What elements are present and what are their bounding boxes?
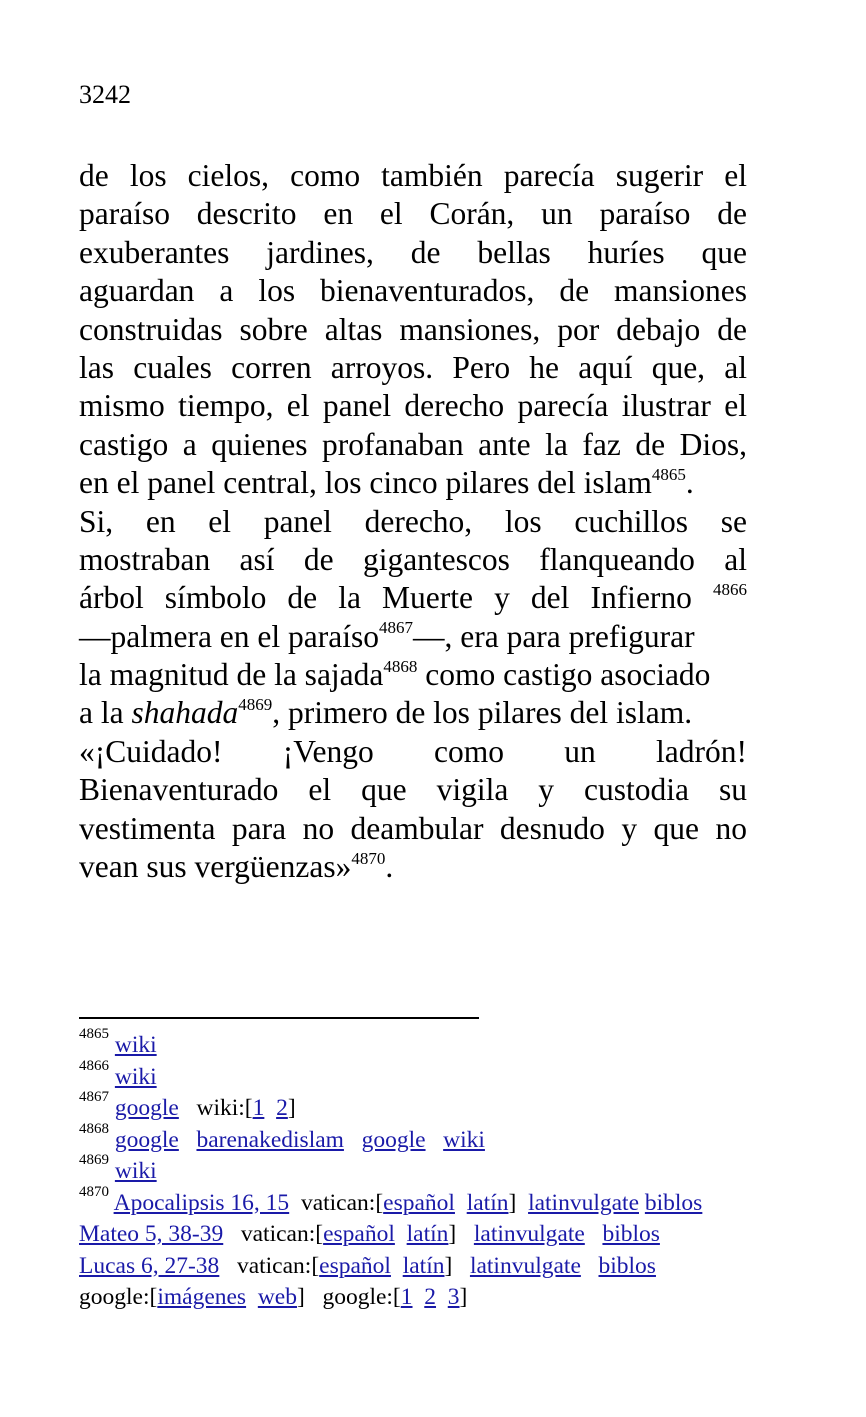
biblos-link[interactable]: biblos (644, 1189, 703, 1216)
text-line: castigo a quienes profanaban ante la faz de Dios, (79, 426, 747, 462)
apocalipsis-link[interactable]: Apocalipsis 16, 15 (113, 1189, 290, 1216)
text-line: vestimenta para no deambular desnudo y que no (79, 810, 747, 846)
wiki-link[interactable]: wiki (114, 1158, 157, 1184)
text-line (79, 694, 747, 732)
latin-link[interactable]: latín (466, 1189, 509, 1216)
footnote-4870-google (79, 1282, 759, 1314)
latin-link[interactable]: latín (406, 1221, 449, 1247)
biblos-link[interactable]: biblos (602, 1221, 660, 1247)
bracket-close: ] (287, 1095, 296, 1121)
wiki-link-1[interactable]: 1 (252, 1095, 265, 1121)
text-line: exuberantes jardines, de bellas huríes que (79, 234, 747, 270)
footnote-ref-4867: 4867 (379, 618, 413, 638)
footnote-number: 4869 (79, 1152, 109, 1169)
footnotes (79, 1026, 759, 1314)
latinvulgate-link[interactable]: latinvulgate (469, 1252, 581, 1279)
footnote-4868 (79, 1120, 759, 1157)
footnote-ref-4865: 4865 (651, 464, 686, 484)
web-link[interactable]: web (257, 1284, 297, 1310)
text-line: construidas sobre altas mansiones, por debajo de (79, 311, 747, 347)
google-link-2[interactable]: 2 (424, 1284, 437, 1310)
footnote-number: 4868 (79, 1120, 109, 1137)
footnote-number: 4865 (79, 1026, 109, 1043)
text-line (79, 848, 747, 886)
footnote-4866 (79, 1057, 759, 1094)
page-number: 3242 (79, 80, 131, 109)
text-segment: como castigo asociado (417, 657, 711, 693)
wiki-link[interactable]: wiki (114, 1032, 157, 1058)
google-link[interactable]: google (114, 1095, 179, 1121)
text-line: de los cielos, como también parecía sugerir el (79, 158, 747, 193)
text-line: aguardan a los bienaventurados, de mansiones (79, 273, 747, 309)
google-link[interactable]: google (114, 1126, 179, 1153)
vatican-prefix: vatican:[ (236, 1252, 320, 1279)
espanol-link[interactable]: español (383, 1189, 455, 1216)
text-line (79, 656, 747, 694)
italic-term: shahada (131, 695, 239, 731)
text-segment: . (385, 849, 394, 885)
text-line: «¡Cuidado! ¡Vengo como un ladrón! (79, 733, 747, 769)
text-line: mostraban así de gigantescos flanqueando al (79, 541, 747, 577)
bracket-close: ] (444, 1252, 453, 1279)
google-link-2[interactable]: google (361, 1126, 426, 1153)
bracket-close: ] (296, 1284, 305, 1310)
body-paragraph (79, 157, 747, 886)
google-link-3[interactable]: 3 (447, 1284, 460, 1310)
google-link-1[interactable]: 1 (400, 1284, 413, 1310)
wiki-prefix: wiki:[ (196, 1095, 253, 1121)
text-segment: , primero de los pilares del islam. (272, 695, 693, 731)
barenakedislam-link[interactable]: barenakedislam (196, 1126, 344, 1153)
espanol-link[interactable]: español (323, 1221, 395, 1247)
bracket-close: ] (459, 1284, 468, 1310)
text-segment: árbol símbolo de la Muerte y del Infierno (79, 580, 692, 616)
text-segment: a la (79, 695, 132, 731)
text-line (79, 464, 747, 502)
text-segment: —, era para prefigurar (413, 618, 695, 654)
text-line: mismo tiempo, el panel derecho parecía ilustrar el (79, 388, 747, 424)
text-segment: en el panel central, los cinco pilares del islam (79, 465, 652, 501)
footnote-4870 (79, 1183, 759, 1220)
mateo-link[interactable]: Mateo 5, 38-39 (79, 1221, 224, 1247)
footnote-number: 4866 (79, 1057, 109, 1074)
text-line: las cuales corren arroyos. Pero he aquí que, al (79, 349, 747, 385)
latin-link[interactable]: latín (402, 1252, 445, 1279)
biblos-link[interactable]: biblos (598, 1252, 656, 1279)
footnote-ref-4870: 4870 (351, 848, 386, 868)
text-line (79, 618, 747, 656)
text-line: Bienaventurado el que vigila y custodia su (79, 772, 747, 808)
text-segment: —palmera en el paraíso (79, 618, 379, 654)
lucas-link[interactable]: Lucas 6, 27-38 (79, 1252, 220, 1279)
google-prefix: google:[ (79, 1284, 158, 1310)
vatican-prefix: vatican:[ (300, 1189, 384, 1216)
footnote-4870-mateo (79, 1219, 759, 1251)
footnote-ref-4869: 4869 (238, 694, 273, 714)
google-prefix-2: google:[ (322, 1284, 401, 1310)
text-segment: . (685, 465, 694, 501)
footnote-ref-4868: 4868 (383, 656, 418, 676)
footnote-number: 4870 (79, 1183, 109, 1200)
footnote-4870-lucas (79, 1251, 759, 1283)
text-line: paraíso descrito en el Corán, un paraíso de (79, 196, 747, 232)
text-segment: la magnitud de la sajada (79, 657, 384, 693)
footnote-divider (79, 1017, 479, 1019)
footnote-4865 (79, 1026, 759, 1062)
footnote-ref-4866: 4866 (713, 579, 748, 599)
wiki-link-2[interactable]: 2 (276, 1095, 288, 1121)
imagenes-link[interactable]: imágenes (157, 1284, 247, 1310)
espanol-link[interactable]: español (319, 1252, 391, 1279)
latinvulgate-link[interactable]: latinvulgate (473, 1221, 585, 1247)
footnote-4867 (79, 1089, 759, 1125)
text-line: Si, en el panel derecho, los cuchillos se (79, 503, 747, 539)
bracket-close: ] (508, 1189, 517, 1216)
vatican-prefix: vatican:[ (240, 1221, 324, 1247)
footnote-4869 (79, 1152, 759, 1188)
footnote-number: 4867 (79, 1089, 109, 1106)
bracket-close: ] (448, 1221, 457, 1247)
text-segment: vean sus vergüenzas» (79, 849, 352, 885)
wiki-link[interactable]: wiki (443, 1126, 485, 1153)
latinvulgate-link[interactable]: latinvulgate (528, 1189, 639, 1216)
wiki-link[interactable]: wiki (114, 1063, 157, 1090)
text-line (79, 579, 747, 617)
